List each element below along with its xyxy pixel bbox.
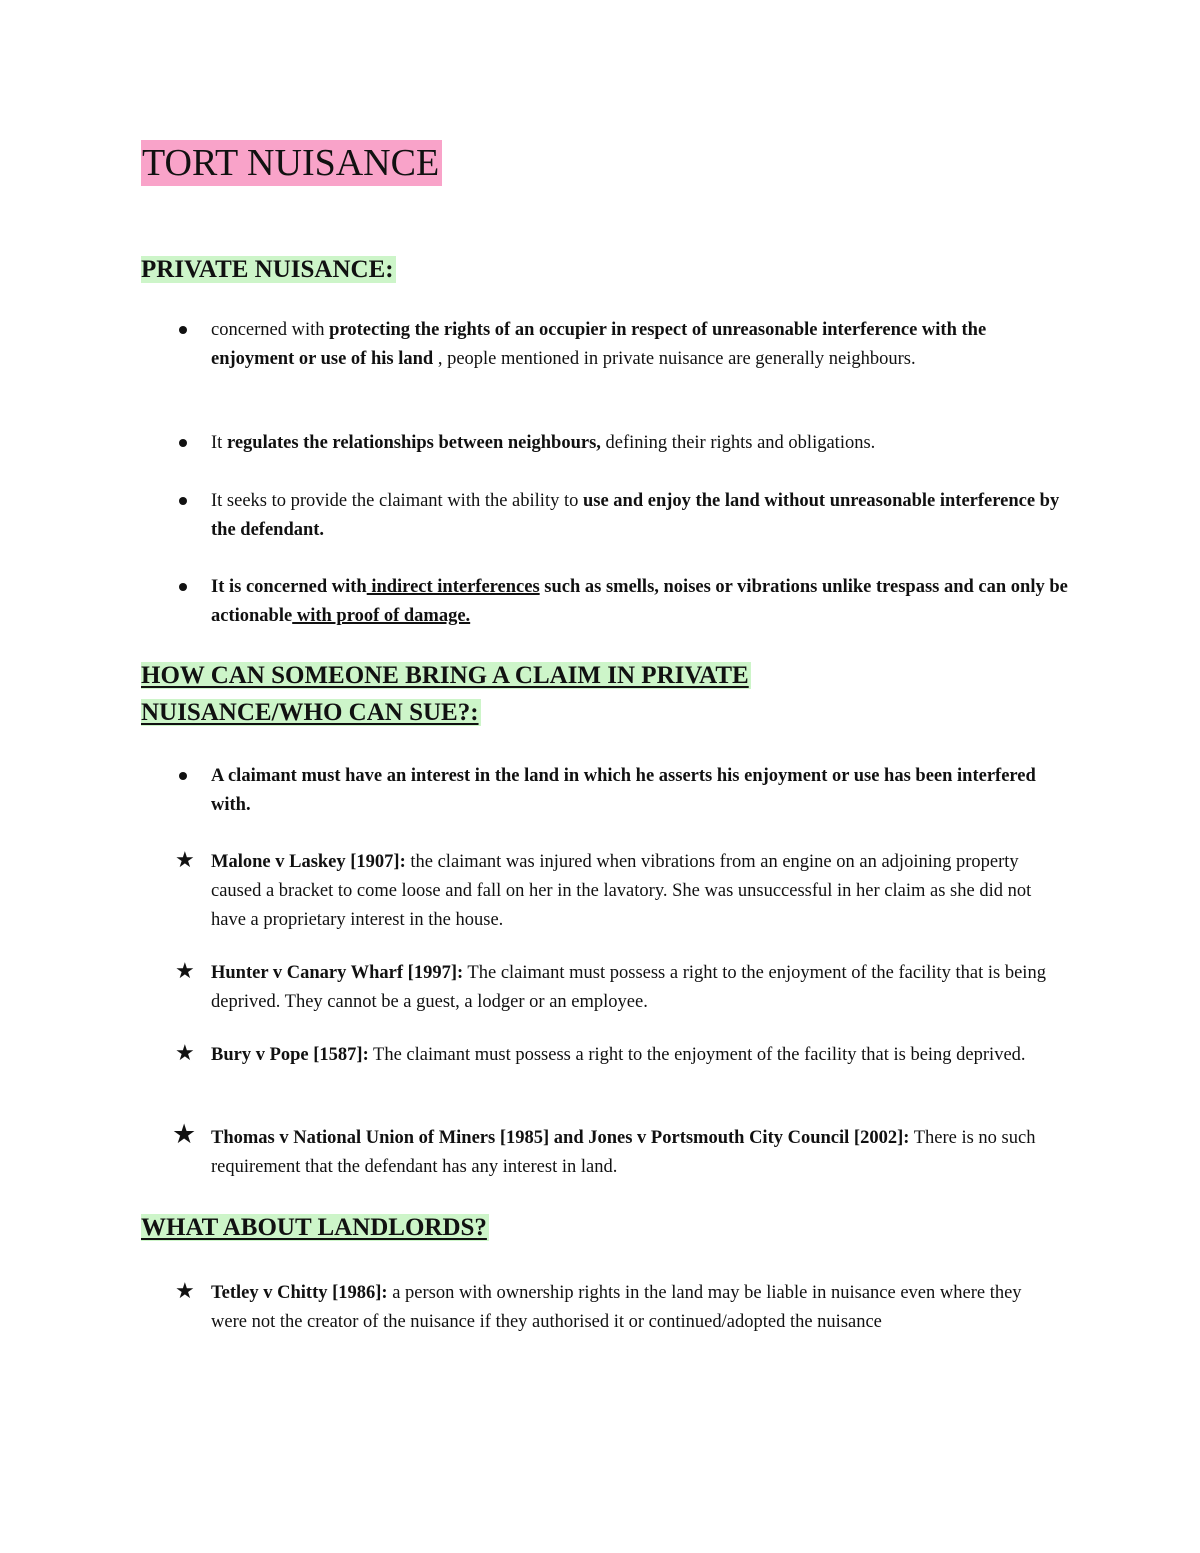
section-heading-who-can-sue bbox=[141, 657, 751, 731]
list-item bbox=[211, 487, 1061, 545]
star-icon: ★ bbox=[172, 1119, 197, 1150]
heading-text: HOW CAN SOMEONE BRING A CLAIM IN PRIVATE bbox=[141, 662, 749, 689]
case-name: Tetley v Chitty [1986]: bbox=[211, 1283, 388, 1303]
item-bold-text: regulates the relationships between neighbours, bbox=[226, 433, 601, 453]
bullet-icon bbox=[179, 583, 187, 591]
item-bold-text: use and enjoy the land without unreasonable interference by the defendant. bbox=[211, 491, 1060, 540]
case-name: Malone v Laskey [1907]: bbox=[211, 852, 406, 872]
star-icon: ★ bbox=[175, 1041, 195, 1066]
item-underlined-text: indirect interferences bbox=[366, 577, 540, 597]
bullet-icon bbox=[179, 439, 187, 447]
list-item bbox=[211, 429, 1061, 458]
item-bold-text: such as smells, noises or vibrations unlike trespass and can only be actionable bbox=[211, 577, 1068, 626]
section-heading-landlords bbox=[141, 1209, 489, 1246]
bullet-icon bbox=[179, 772, 187, 780]
heading-text: NUISANCE/WHO CAN SUE?: bbox=[141, 699, 479, 726]
star-icon: ★ bbox=[175, 848, 195, 873]
bullet-icon bbox=[179, 326, 187, 334]
case-item bbox=[211, 1041, 1061, 1070]
case-text: The claimant must possess a right to the enjoyment of the facility that is being deprived. bbox=[368, 1045, 1026, 1065]
list-item bbox=[211, 762, 1061, 820]
page-title: TORT NUISANCE bbox=[141, 140, 442, 186]
case-text: the claimant was injured when vibrations from an engine on an adjoining property caused a bracket to come loose and fall on her in the lavatory. She was unsuccessful in her claim as she did not have a proprietary interest in the house. bbox=[211, 852, 1032, 930]
case-item bbox=[211, 1124, 1061, 1182]
star-icon: ★ bbox=[175, 959, 195, 984]
case-name: Thomas v National Union of Miners [1985] and Jones v Portsmouth City Council [2002]: bbox=[211, 1128, 910, 1148]
item-text: It seeks to provide the claimant with the ability to bbox=[211, 491, 583, 511]
item-bold-text: A claimant must have an interest in the land in which he asserts his enjoyment or use has been interfered with. bbox=[211, 766, 1036, 815]
star-icon: ★ bbox=[175, 1279, 195, 1304]
case-name: Hunter v Canary Wharf [1997]: bbox=[211, 963, 464, 983]
list-item bbox=[211, 316, 1061, 374]
list-item bbox=[211, 573, 1071, 631]
item-bold-text: protecting the rights of an occupier in respect of unreasonable interference with the enjoyment or use of his land bbox=[211, 320, 987, 369]
section-heading-private-nuisance bbox=[141, 251, 396, 288]
item-underlined-text: with proof of damage. bbox=[292, 606, 471, 626]
item-text: concerned with bbox=[211, 320, 330, 340]
case-item bbox=[211, 959, 1061, 1017]
case-item bbox=[211, 848, 1061, 935]
item-bold-text: It is concerned with bbox=[211, 577, 367, 597]
heading-text: WHAT ABOUT LANDLORDS? bbox=[141, 1214, 487, 1241]
bullet-icon bbox=[179, 497, 187, 505]
case-name: Bury v Pope [1587]: bbox=[211, 1045, 369, 1065]
item-text: defining their rights and obligations. bbox=[600, 433, 876, 453]
case-text: a person with ownership rights in the land may be liable in nuisance even where they were not the creator of the nuisance if they authorised it or continued/adopted the nuisance bbox=[211, 1283, 1022, 1332]
case-text: The claimant must possess a right to the enjoyment of the facility that is being deprived. They cannot be a guest, a lodger or an employee. bbox=[211, 963, 1046, 1012]
item-text: It bbox=[211, 433, 227, 453]
case-item bbox=[211, 1279, 1061, 1337]
heading-text: PRIVATE NUISANCE: bbox=[141, 256, 394, 283]
case-text: There is no such requirement that the defendant has any interest in land. bbox=[211, 1128, 1036, 1177]
item-text: , people mentioned in private nuisance are generally neighbours. bbox=[433, 349, 916, 369]
